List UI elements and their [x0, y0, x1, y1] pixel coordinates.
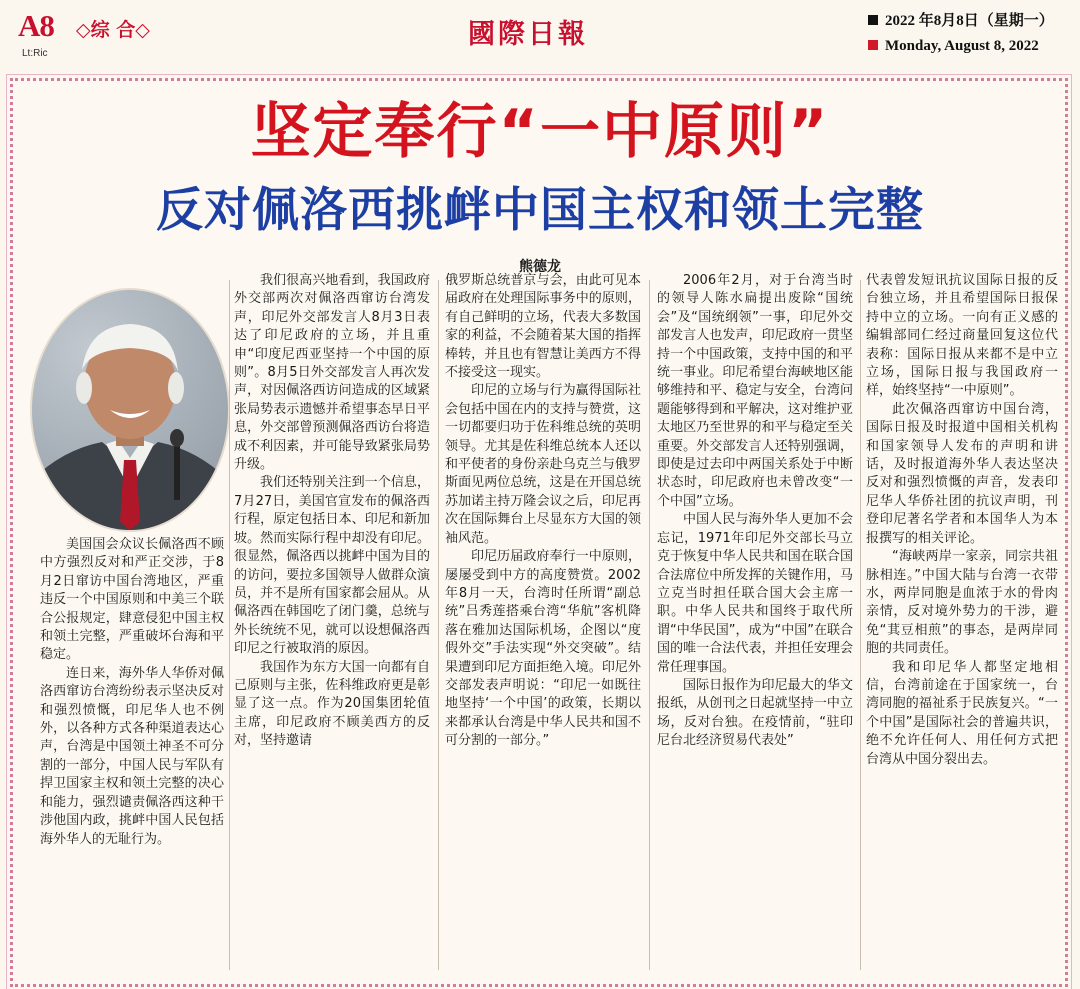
- paragraph: 印尼历届政府奉行一中原则，屡屡受到中方的高度赞赏。2002年8月一天，台湾时任所谓“副总统”吕秀莲搭乘台湾“华航”客机降落在雅加达国际机场，企图以“度假外交”手法实现“外交突破”。结果遭到印尼方面拒绝入境。印尼外交部发表声明说：“印尼一如既往地坚持‘一个中国’的政策，长期以来都承认台湾是中华人民共和国不可分割的一部分。”: [445, 549, 641, 749]
- paragraph: 2006年2月，对于台湾当时的领导人陈水扁提出废除“国统会”及“国统纲领”一事，印尼外交部发言人也发声，印尼政府一贯坚持一个中国政策，支持中国的和平统一事业。印尼希望台海峡地区能够维持和平、稳定与安全，台湾问题能够得到和平解决，这对维护亚太地区乃至世界的和平与稳定至关重要。外交部发言人还特别强调，即使是过去印中两国关系处于中断状态时，印尼政府也未曾改变“一个中国”立场。: [657, 273, 853, 509]
- paragraph: 代表曾发短讯抗议国际日报的反台独立场，并且希望国际日报保持中立的立场。一向有正义感的编辑部同仁经过商量回复这位代表称：国际日报从来都不是中立立场，国际日报与我国政府一样，始终坚持“一中原则”。: [866, 273, 1058, 399]
- paragraph: 国际日报作为印尼最大的华文报纸，从创刊之日起就坚持一中立场，反对台独。在疫情前，“驻印尼台北经济贸易代表处”: [657, 677, 853, 749]
- date-chinese: 2022 年8月8日（星期一）: [868, 9, 1054, 30]
- paragraph: 我和印尼华人都坚定地相信，台湾前途在于国家统一，台湾同胞的福祉系于民族复兴。“一个中国”是国际社会的普遍共识，绝不允许任何人、用任何方式把台湾从中国分裂出去。: [866, 659, 1058, 767]
- masthead: [0, 0, 1080, 70]
- paragraph: 印尼的立场与行为赢得国际社会包括中国在内的支持与赞赏，这一切都要归功于佐科维总统的英明领导。尤其是佐科维总统本人还以和平使者的身份亲赴乌克兰与俄罗斯面见两位总统，这是在开国总统苏加诺主持万隆会议之后，印尼再次在国际舞台上尽显东方大国的领袖风范。: [445, 383, 641, 546]
- article-column-3: [445, 272, 641, 972]
- article-column-5: [866, 272, 1058, 972]
- black-square-icon: [868, 15, 878, 25]
- paragraph: “海峡两岸一家亲，同宗共祖脉相连。”中国大陆与台湾一衣带水，两岸同胞是血浓于水的骨肉亲情，反对境外势力的干涉，避免“萁豆相煎”的事态，是两岸同胞的共同责任。: [866, 549, 1058, 657]
- column-divider: [649, 280, 650, 970]
- column-divider: [438, 280, 439, 970]
- date-english: Monday, August 8, 2022: [868, 38, 1039, 55]
- paragraph: 俄罗斯总统普京与会，由此可见本届政府在处理国际事务中的原则，有自己鲜明的立场，代表大多数国家的利益，不会随着某大国的指挥棒转，并且也有智慧让美西方不得不接受这一现实。: [445, 273, 641, 381]
- column-divider: [860, 280, 861, 970]
- headline-primary: 坚定奉行“一中原则”: [250, 97, 830, 167]
- paragraph: 此次佩洛西窜访中国台湾，国际日报及时报道中国相关机构和国家领导人发布的声明和讲话，及时报道海外华人表达坚决反对和强烈愤慨的声音，发表印尼华人华侨社团的抗议声明，刊登印尼著名学者和本国华人为本报撰写的相关评论。: [866, 401, 1058, 546]
- headline-secondary: 反对佩洛西挑衅中国主权和领土完整: [156, 183, 924, 238]
- page-number: A8: [18, 8, 54, 43]
- article-column-2: [234, 272, 430, 972]
- paragraph: 中国人民与海外华人更加不会忘记，1971年印尼外交部长马立克于恢复中华人民共和国在联合国合法席位中所发挥的关键作用，马立克当时担任联合国大会主席一职。中华人民共和国终于取代所谓“中华民国”，成为“中国”在联合国的唯一合法代表，并担任安理会常任理事国。: [657, 512, 853, 675]
- photo-credit: Lt:Ric: [22, 48, 48, 59]
- red-square-icon: [868, 40, 878, 50]
- byline: 熊德龙: [519, 259, 561, 275]
- newspaper-name: 國際日報: [468, 19, 588, 50]
- article-column-1: [40, 536, 224, 976]
- paragraph: 我国作为东方大国一向都有自己原则与主张，佐科维政府更是彰显了这一点。作为20国集团轮值主席，印尼政府不顾美西方的反对，坚持邀请: [234, 659, 430, 749]
- column-divider: [229, 280, 230, 970]
- paragraph: 我们还特别关注到一个信息，7月27日，美国官宣发布的佩洛西行程，原定包括日本、印尼和新加坡。然而实际行程中却没有印尼。很显然，佩洛西以挑衅中国为目的的访问，要拉多国领导人做群众演员，并不是所有国家都会屈从。从佩洛西在韩国吃了闭门羹，总统与外长统统不见，就可以设想佩洛西印尼之行被取消的原因。: [234, 475, 430, 657]
- author-photo: [30, 288, 230, 532]
- article-column-4: [657, 272, 853, 972]
- section-label: ◇综 合◇: [76, 19, 150, 41]
- paragraph: 我们很高兴地看到，我国政府外交部两次对佩洛西窜访台湾发声，印尼外交部发言人8月3日表达了印尼政府的立场，并且重申“印度尼西亚坚持一个中国的原则”。8月5日外交部发言人再次发声，对因佩洛西访问造成的区域紧张局势表示遗憾并希望事态早日平息，外交部曾预测佩洛西访台将造成不利因素，并可能导致紧张局势升级。: [234, 273, 430, 473]
- paragraph: 连日来，海外华人华侨对佩洛西窜访台湾纷纷表示坚决反对和强烈愤慨，印尼华人也不例外，以各种方式各种渠道表达心声，台湾是中国领土神圣不可分割的一部分，中国人民与军队有捍卫国家主权和领土完整的决心和能力，强烈谴责佩洛西这种干涉他国内政，挑衅中国人民包括海外华人的无耻行为。: [40, 665, 224, 847]
- paragraph: 美国国会众议长佩洛西不顾中方强烈反对和严正交涉，于8月2日窜访中国台湾地区，严重违反一个中国原则和中美三个联合公报规定，肆意侵犯中国主权和领土完整，严重破坏台海和平稳定。: [40, 537, 224, 663]
